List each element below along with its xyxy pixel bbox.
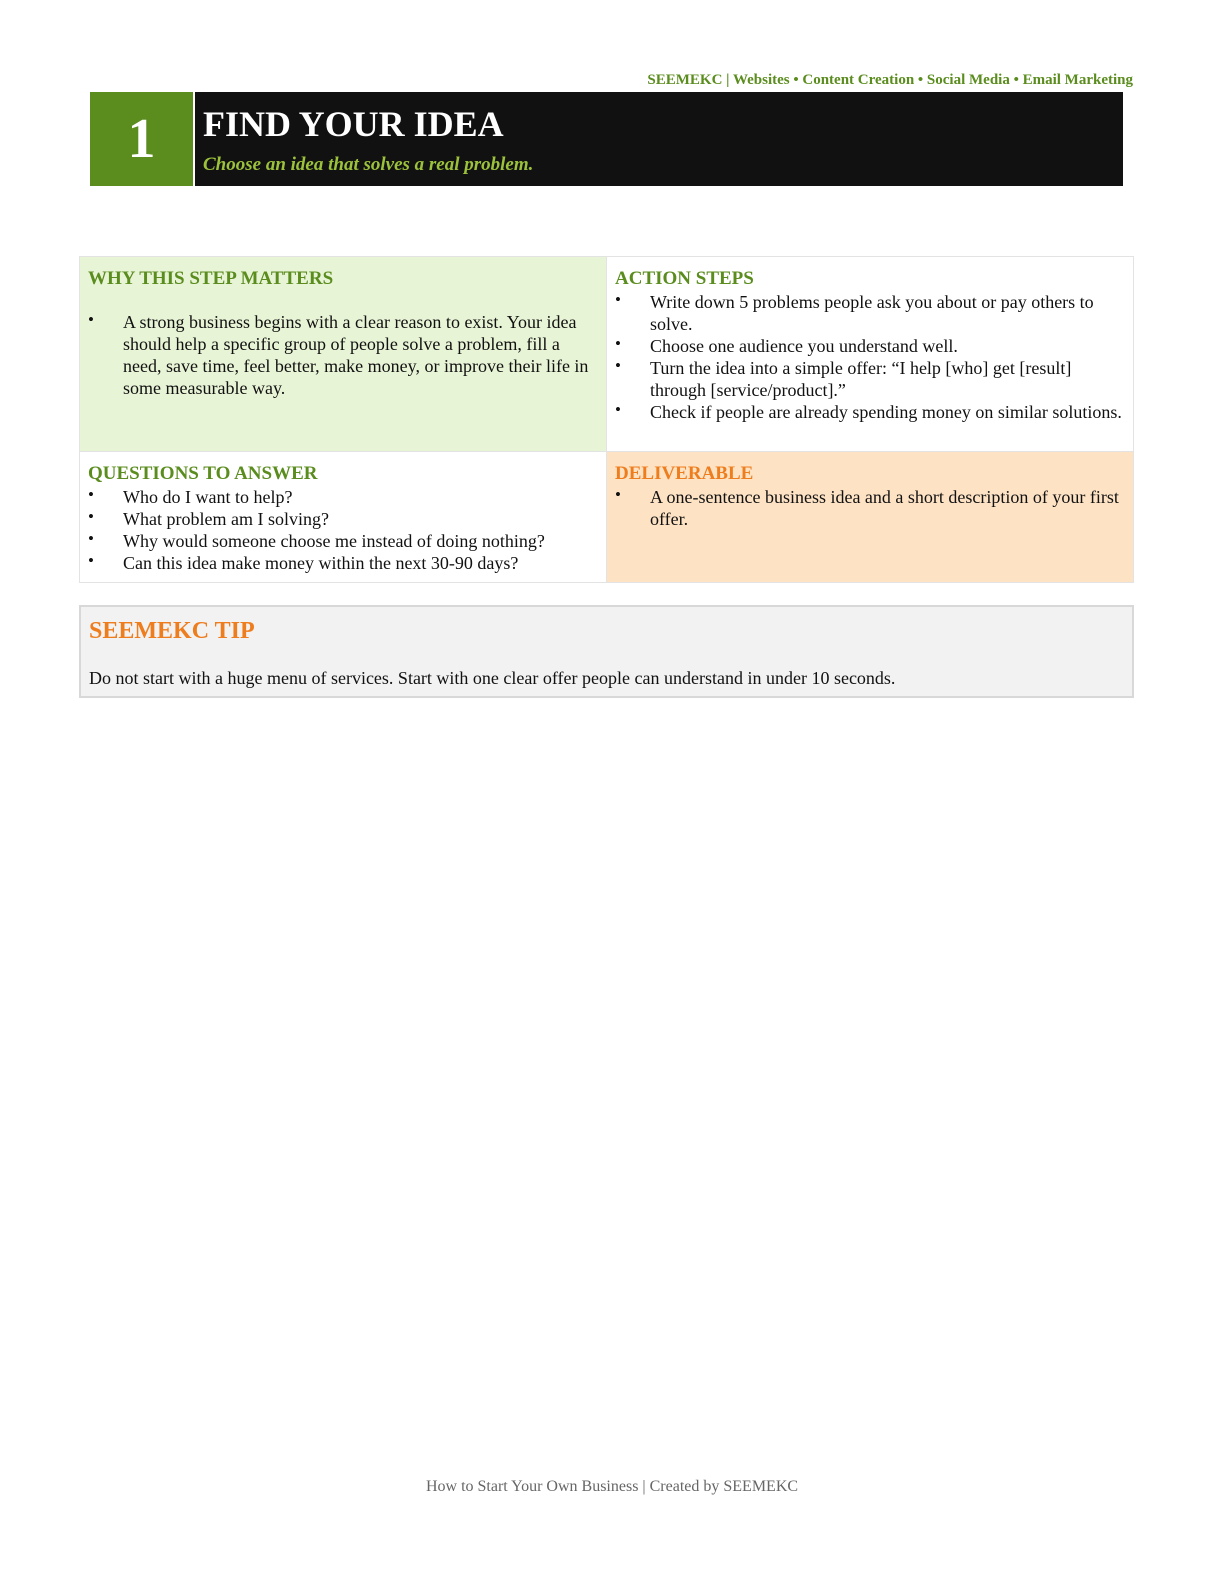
- action-steps-list: [615, 291, 1125, 423]
- why-list: [88, 311, 598, 399]
- step-subtitle: Choose an idea that solves a real problem.: [203, 154, 534, 175]
- questions-list: [88, 486, 598, 574]
- why-title: WHY THIS STEP MATTERS: [88, 268, 334, 289]
- deliverable-list: [615, 486, 1125, 530]
- step-number: 1: [90, 92, 195, 186]
- list-item: • A one-sentence business idea and a short description of your first offer.: [650, 486, 1125, 530]
- questions-panel: [80, 452, 607, 583]
- action-steps-panel: [607, 257, 1134, 452]
- step-header: [90, 92, 1123, 186]
- list-item: • Turn the idea into a simple offer: “I help [who] get [result] through [service/product].”: [650, 357, 1125, 401]
- list-item: • A strong business begins with a clear reason to exist. Your idea should help a specific group of people solve a problem, fill a need, save time, feel better, make money, or improve their life in some measurable way.: [123, 311, 598, 399]
- action-steps-title: ACTION STEPS: [615, 268, 754, 289]
- header-tagline: SEEMEKC | Websites • Content Creation • Social Media • Email Marketing: [647, 72, 1133, 88]
- list-item: • Who do I want to help?: [123, 486, 598, 508]
- deliverable-title: DELIVERABLE: [615, 463, 754, 484]
- list-item: • Can this idea make money within the next 30-90 days?: [123, 552, 598, 574]
- tip-box: [79, 605, 1134, 698]
- deliverable-panel: [607, 452, 1134, 583]
- tip-title: SEEMEKC TIP: [89, 618, 255, 644]
- tip-body: Do not start with a huge menu of services. Start with one clear offer people can understand in under 10 seconds.: [89, 668, 896, 688]
- list-item: • Write down 5 problems people ask you about or pay others to solve.: [650, 291, 1125, 335]
- list-item: • Why would someone choose me instead of doing nothing?: [123, 530, 598, 552]
- questions-title: QUESTIONS TO ANSWER: [88, 463, 318, 484]
- list-item: • Choose one audience you understand well.: [650, 335, 1125, 357]
- list-item: • Check if people are already spending money on similar solutions.: [650, 401, 1125, 423]
- page-footer: How to Start Your Own Business | Created by SEEMEKC: [425, 1478, 799, 1495]
- list-item: • What problem am I solving?: [123, 508, 598, 530]
- step-header-text: [195, 92, 1123, 186]
- why-panel: [80, 257, 607, 452]
- content-grid: [79, 256, 1134, 583]
- step-title: FIND YOUR IDEA: [203, 104, 504, 144]
